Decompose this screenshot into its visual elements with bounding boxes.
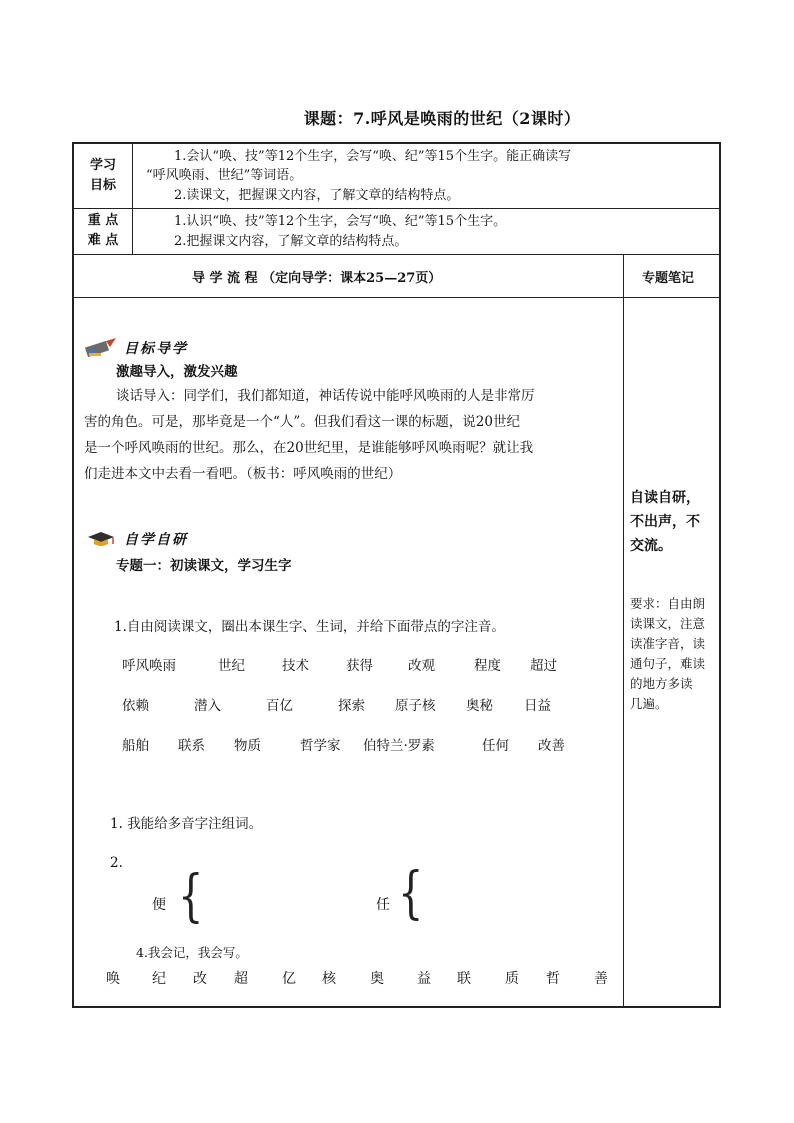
write-char: 质 — [505, 971, 519, 987]
vocab-word: 联系 — [178, 738, 205, 754]
vocab-word: 物质 — [234, 738, 261, 754]
intro-line-1: 谈话导入：同学们，我们都知道，神话传说中能呼风唤雨的人是非常厉 — [116, 388, 535, 404]
section-banner-label: 自学自研 — [124, 532, 188, 548]
write-char: 改 — [193, 971, 207, 987]
write-char: 核 — [322, 971, 336, 987]
task-1: 1.自由阅读课文，圈出本课生字、生词，并给下面带点的字注音。 — [114, 619, 505, 635]
section-banner-target-guide — [84, 338, 188, 358]
note-bold-line-3: 交流。 — [630, 538, 672, 554]
notes-header: 专题笔记 — [642, 271, 695, 286]
vocab-word: 超过 — [530, 658, 557, 674]
process-header: 导 学 流 程 （定向导学：课本25—27页） — [192, 271, 442, 286]
task-4: 4.我会记，我会写。 — [136, 945, 248, 960]
note-req-line-1: 要求：自由朗 — [630, 596, 706, 611]
note-bold-line-1: 自读自研， — [630, 490, 700, 506]
key-points-line-2: 2.把握课文内容，了解文章的结构特点。 — [174, 234, 408, 249]
pen-brush-icon — [84, 338, 118, 358]
section-banner-self-study — [84, 529, 188, 549]
section1-subtitle: 激趣导入，激发兴趣 — [116, 364, 238, 380]
write-char: 奥 — [370, 971, 384, 987]
vocab-word: 潜入 — [194, 698, 221, 714]
graduation-cap-icon — [84, 529, 118, 549]
vocab-word: 获得 — [346, 658, 373, 674]
vocab-word: 船舶 — [122, 738, 149, 754]
write-char: 亿 — [282, 971, 296, 987]
topic-one-title: 专题一：初读课文，学习生字 — [116, 558, 292, 574]
write-char: 超 — [234, 971, 248, 987]
vocab-word: 依赖 — [122, 698, 149, 714]
note-req-line-5: 的地方多读 — [630, 676, 693, 691]
note-req-line-4: 通句子，难读 — [630, 656, 706, 671]
lesson-plan-table — [72, 142, 721, 1008]
note-bold-line-2: 不出声，不 — [630, 514, 700, 530]
page-title: 课题：7.呼风是唤雨的世纪（2课时） — [303, 109, 581, 128]
intro-line-4: 们走进本文中去看一看吧。（板书：呼风唤雨的世纪） — [84, 466, 402, 482]
polyphone-char-1: 便 — [152, 897, 166, 913]
vocab-word: 百亿 — [266, 698, 293, 714]
vocab-word: 程度 — [474, 658, 501, 674]
write-char: 唤 — [106, 971, 120, 987]
goals-line-2: “呼风唤雨、世纪”等词语。 — [146, 168, 303, 183]
task-3: 2. — [110, 855, 123, 871]
section-banner-label: 目标导学 — [124, 341, 188, 357]
intro-line-3: 是一个呼风唤雨的世纪。那么，在20世纪里，是谁能够呼风唤雨呢？就让我 — [84, 440, 534, 456]
note-req-line-6: 几遍。 — [630, 696, 668, 711]
task-2: 1. 我能给多音字注组词。 — [110, 816, 263, 832]
write-char: 哲 — [546, 971, 560, 987]
row-divider — [74, 208, 719, 209]
brace-2: { — [398, 861, 424, 927]
write-char: 纪 — [152, 971, 166, 987]
goals-line-3: 2.读课文，把握课文内容，了解文章的结构特点。 — [174, 188, 460, 203]
goals-label: 学习 目标 — [89, 158, 116, 193]
write-char: 善 — [594, 971, 608, 987]
note-req-line-3: 读准字音，读 — [630, 636, 706, 651]
vocab-word: 技术 — [282, 658, 309, 674]
vocab-word: 任何 — [482, 738, 509, 754]
vocab-word: 改观 — [408, 658, 435, 674]
col-divider — [623, 254, 624, 1008]
vocab-word: 伯特兰·罗素 — [363, 738, 435, 754]
col-divider — [132, 144, 133, 254]
vocab-word: 呼风唤雨 — [122, 658, 176, 674]
vocab-word: 改善 — [538, 738, 565, 754]
vocab-word: 探索 — [338, 698, 365, 714]
vocab-word: 哲学家 — [300, 738, 341, 754]
vocab-word: 原子核 — [395, 698, 436, 714]
note-req-line-2: 读课文，注意 — [630, 616, 706, 631]
brace-1: { — [178, 864, 204, 930]
goals-line-1: 1.会认“唤、技”等12个生字，会写“唤、纪”等15个生字。能正确读写 — [174, 149, 572, 164]
intro-line-2: 害的角色。可是，那毕竟是一个“人”。但我们看这一课的标题，说20世纪 — [84, 414, 520, 430]
vocab-word: 世纪 — [218, 658, 245, 674]
vocab-word: 奥秘 — [466, 698, 493, 714]
write-char: 益 — [417, 971, 431, 987]
write-char: 联 — [457, 971, 471, 987]
vocab-word: 日益 — [524, 698, 551, 714]
polyphone-char-2: 任 — [376, 897, 390, 913]
key-points-line-1: 1.认识“唤、技”等12个生字，会写“唤、纪”等15个生字。 — [174, 214, 507, 229]
key-points-label: 重 点 难 点 — [87, 213, 119, 248]
